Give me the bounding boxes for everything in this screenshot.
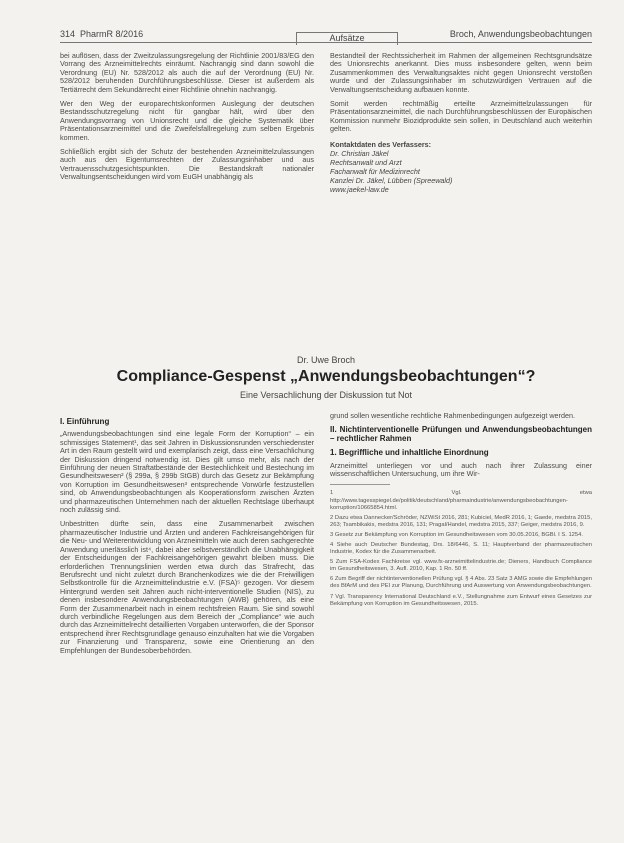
- body-left-column: [60, 412, 314, 661]
- section-tab: Aufsätze: [296, 32, 398, 45]
- footnote: 5 Zum FSA-Kodex Fachkreise vgl. www.fs-arzneimittelindustrie.de; Dieners, Handbuch Compliance im Gesundheitswesen, 3. Aufl. 2010, Kap. 1 Rn. 50 ff.: [330, 559, 592, 573]
- article-title: Compliance-Gespenst „Anwendungsbeobachtungen“?: [116, 368, 536, 385]
- footnote: 4 Siehe auch Deutscher Bundestag, Drs. 18/6446, S. 11; Hauptverband der pharmazeutischen Industrie, Kodex für die Zusammenarbeit.: [330, 542, 592, 556]
- section-heading: I. Einführung: [60, 417, 110, 426]
- section-heading: II. Nichtinterventionelle Prüfungen und Anwendungsbeobachtungen – rechtlicher Rahmen: [330, 425, 592, 443]
- contact-label: Kontaktdaten des Verfassers:: [330, 139, 432, 149]
- subsection-heading: 1. Begriffliche und inhaltliche Einordnung: [330, 448, 489, 458]
- running-title: Broch, Anwendungsbeobachtungen: [449, 29, 592, 39]
- paragraph: Wer den Weg der europarechtskonformen Auslegung der deutschen Bestandsschutzregelung nicht für gangbar hält, wird über den Anwendungsvorrang von Unionsrecht und die gleiche Systematik über Präsentationsarzneimittel und die Zweifelsfallregelung zum selben Ergebnis kommen.: [60, 99, 314, 142]
- footnote: 3 Gesetz zur Bekämpfung von Korruption im Gesundheitswesen vom 30.05.2016, BGBl. I S. 1254.: [330, 531, 583, 538]
- paragraph: Schließlich ergibt sich der Schutz der bestehenden Arzneimittelzulassungen auch aus den Eigentumsrechten der Zulassungsinhaber und aus Vertrauensschutzgesichtspunkten. Die Bestandskraft nationaler Verwaltungsentscheidungen wird vom EuGH unabhängig als: [60, 147, 314, 182]
- contact-line: Fachanwalt für Medizinrecht: [330, 166, 420, 176]
- top-right-column: [330, 52, 592, 194]
- paragraph: Arzneimittel unterliegen vor und auch nach ihrer Zulassung einer wissenschaftlichen Untersuchung, um ihre Wir-: [330, 460, 592, 479]
- contact-line: Kanzlei Dr. Jäkel, Lübben (Spreewald): [330, 175, 453, 185]
- page-header: [60, 29, 592, 41]
- footnote-rule: [330, 484, 390, 485]
- page-number-journal: [60, 29, 143, 39]
- contact-line: Dr. Christian Jäkel: [330, 148, 389, 158]
- paragraph: bei auflösen, dass der Zweitzulassungsregelung der Richtlinie 2001/83/EG den Vorrang des Arzneimittelrechts einräumt. Nachrangig sind dann sowohl die Verordnung (EU) Nr. 528/2012 als auch die auf der Verordnung (EU) Nr. 528/2012 beruhenden Durchführungsbeschlüsse. Dieser ist außerdem als Tertiärrecht dem Sekundärrecht einer Richtlinie ohnehin nachrangig.: [60, 51, 314, 94]
- header-rule: [60, 42, 592, 43]
- paragraph: Unbestritten dürfte sein, dass eine Zusammenarbeit zwischen pharmazeutischer Industrie und Ärzten und anderen Fachkreisangehörigen für die Neu- und Weiterentwicklung von Arzneimitteln wie auch deren sachgerechte Anwendung unerlässlich ist⁴, dabei aber selbstverständlich die Unabhängigkeit der Entscheidungen der Fachkreisangehörigen gewahrt bleiben muss. Die erforderlichen Trennungslinien werden etwa durch das Strafrecht, das Berufsrecht und nicht zuletzt durch Branchenkodizes wie die der Freiwilligen Selbstkontrolle für die Arzneimittelindustrie e.V. (FSA)⁵ gezogen. Vor diesem Hintergrund werden seit Jahren auch nicht-interventionelle Studien (NIS), zu denen insbesondere Anwendungsbeobachtungen (AWB) gehören, als eine Form der Zusammenarbeit nach in einem rechtsfreien Raum. Sie sind sowohl durch verbindliche Regelungen aus dem Bereich der „Compliance“ wie auch durch das Arzneimittelrecht detaillierten Vorgaben unterworfen, die der Sponsor entsprechend ihrer Rechtsgrundlage genauso einzuhalten hat wie die Vorgaben zur Finanzierung und Transparenz, sowie eine Orientierung an den Empfehlungen der Bundesoberbehörden.: [60, 519, 314, 655]
- article-author: Dr. Uwe Broch: [296, 355, 356, 365]
- journal-name: PharmR 8/2016: [80, 29, 144, 39]
- page-number: 314: [60, 29, 76, 39]
- footnote: 2 Dazu etwa Dannecker/Schröder, NZWiSt 2016, 281; Kubiciel, MedR 2016, 1; Gaede, medstra 2015, 263; Tsambikakis, medstra 2016, 131; Pragal/Handel, medstra 2015, 337; Geiger, medstra 2016, 9.: [330, 514, 592, 528]
- paragraph: „Anwendungsbeobachtungen sind eine legale Form der Korruption“ – ein schmissiges Statement¹, das seit Jahren in Diskussionsrunden verschiedenster Art in den Raum gestellt wird und exemplarisch zeigt, dass eine Versachlichung der Diskussion dringend notwendig ist. Dies gilt umso mehr, als nach der Einführung der neuen Straftatbestände der Bestechlichkeit und Bestechung im Gesundheitswesen² (§ 299a, § 299b StGB) durch das Gesetz zur Bekämpfung von Korruption im Gesundheitswesen³ entsprechende Vorwürfe festzustellen sind, ob Anwendungsbeobachtungen als Kooperationsform zwischen Ärzten und pharmazeutischen Unternehmen nach der aktuellen Rechtslage überhaupt noch zulässig sind.: [60, 429, 314, 515]
- paragraph: Bestandteil der Rechtssicherheit im Rahmen der allgemeinen Rechtsgrundsätze des Unionsrechts anerkannt. Dies muss insbesondere gelten, wenn beim Zusammenkommen des Verwaltungsaktes nicht gegen Unionsrecht verstoßen wurde und der Zulassungsinhaber im schutzwürdigen Vertrauen auf die Verwaltungsentscheidung aufbauen konnte.: [330, 51, 592, 94]
- top-left-column: [60, 52, 314, 188]
- contact-line: Rechtsanwalt und Arzt: [330, 157, 402, 167]
- article-subtitle: Eine Versachlichung der Diskussion tut Not: [239, 390, 413, 400]
- footnote: 7 Vgl. Transparency International Deutschland e.V., Stellungnahme zum Entwurf eines Gesetzes zur Bekämpfung von Korruption im Gesundheitswesen, 2015.: [330, 593, 592, 607]
- body-right-column: [330, 412, 592, 611]
- footnotes: [330, 490, 592, 607]
- contact-line: www.jaekel-law.de: [330, 184, 389, 194]
- footnote: 6 Zum Begriff der nichtinterventionellen Prüfung vgl. § 4 Abs. 23 Satz 3 AMG sowie die Empfehlungen des BfArM und des PEI zur Planung, Durchführung und Auswertung von Anwendungsbeobachtungen.: [330, 576, 592, 590]
- paragraph: grund sollen wesentliche rechtliche Rahmenbedingungen aufgezeigt werden.: [330, 411, 575, 420]
- paragraph: Somit werden rechtmäßig erteilte Arzneimittelzulassungen für Präsentationsarzneimittel, die nach Durchführungsbeschlüssen der Europäischen Kommission nunmehr Biozidprodukte sein sollen, in Deutschland auch weiterhin gelten.: [330, 99, 592, 134]
- contact-block: [330, 140, 592, 194]
- footnote: 1 Vgl. etwa http://www.tagesspiegel.de/politik/deutschland/pharmaindustrie/anwendungsbeobachtungen-korruption/10665854.html.: [330, 490, 592, 511]
